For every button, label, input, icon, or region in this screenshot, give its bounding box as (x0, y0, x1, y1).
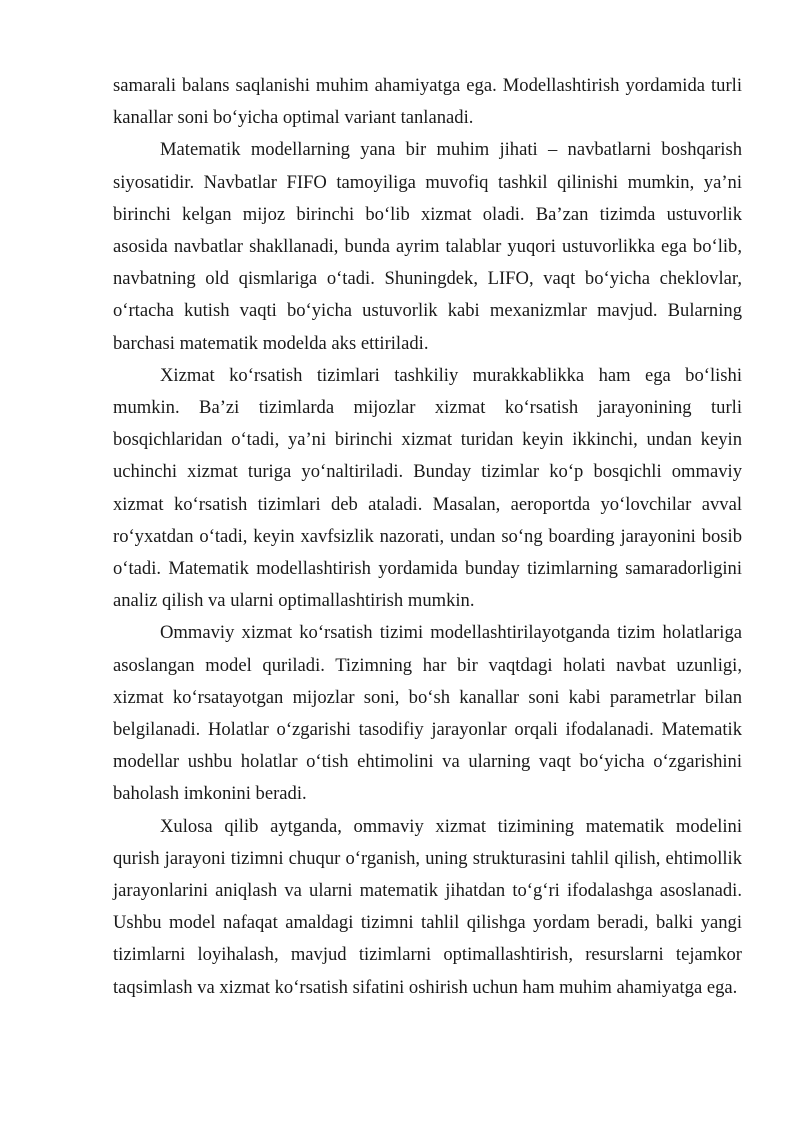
paragraph-queue-policy: Matematik modellarning yana bir muhim jihati – navbatlarni boshqarish siyosatidir. Navbatlar FIFO tamoyiliga muvofiq tashkil qilinishi mumkin, ya’ni birinchi kelgan mijoz birinchi bo‘lib xizmat oladi. Ba’zan tizimda ustuvorlik asosida navbatlar shakllanadi, bunda ayrim talablar yuqori ustuvorlikka ega bo‘lib, navbatning old qismlariga o‘tadi. Shuningdek, LIFO, vaqt bo‘yicha cheklovlar, o‘rtacha kutish vaqti bo‘yicha ustuvorlik kabi mexanizmlar mavjud. Bularning barchasi matematik modelda aks ettiriladi. (113, 139, 742, 354)
paragraph-conclusion: Xulosa qilib aytganda, ommaviy xizmat tizimining matematik modelini qurish jarayoni tizimni chuqur o‘rganish, uning strukturasini tahlil qilish, ehtimollik jarayonlarini aniqlash va ularni matematik jihatdan to‘g‘ri ifodalashga asoslanadi. Ushbu model nafaqat amaldagi tizimni tahlil qilishga yordam beradi, balki yangi tizimlarni loyihalash, mavjud tizimlarni optimallashtirish, resurslarni tejamkor taqsimlash va xizmat ko‘rsatish sifatini oshirish uchun ham muhim ahamiyatga ega. (113, 815, 742, 998)
paragraph-state-model: Ommaviy xizmat ko‘rsatish tizimi modellashtirilayotganda tizim holatlariga asoslangan model quriladi. Tizimning har bir vaqtdagi holati navbat uzunligi, xizmat ko‘rsatayotgan mijozlar soni, bo‘sh kanallar soni kabi parametrlar bilan belgilanadi. Holatlar o‘zgarishi tasodifiy jarayonlar orqali ifodalanadi. Matematik modellar ushbu holatlar o‘tish ehtimolini va ularning vaqt bo‘yicha o‘zgarishini baholash imkonini beradi. (113, 622, 742, 805)
paragraph-continuation: samarali balans saqlanishi muhim ahamiyatga ega. Modellashtirish yordamida turli kanallar soni bo‘yicha optimal variant tanlanadi. (113, 75, 742, 129)
document-body (113, 70, 742, 1004)
paragraph-multistage-systems: Xizmat ko‘rsatish tizimlari tashkiliy murakkablikka ham ega bo‘lishi mumkin. Ba’zi tizimlarda mijozlar xizmat ko‘rsatish jarayonining turli bosqichlaridan o‘tadi, ya’ni birinchi xizmat turidan keyin ikkinchi, undan keyin uchinchi xizmat turiga yo‘naltiriladi. Bunday tizimlar ko‘p bosqichli ommaviy xizmat ko‘rsatish tizimlari deb ataladi. Masalan, aeroportda yo‘lovchilar avval ro‘yxatdan o‘tadi, keyin xavfsizlik nazorati, undan so‘ng boarding jarayonini bosib o‘tadi. Matematik modellashtirish yordamida bunday tizimlarning samaradorligini analiz qilish va ularni optimallashtirish mumkin. (113, 364, 742, 612)
